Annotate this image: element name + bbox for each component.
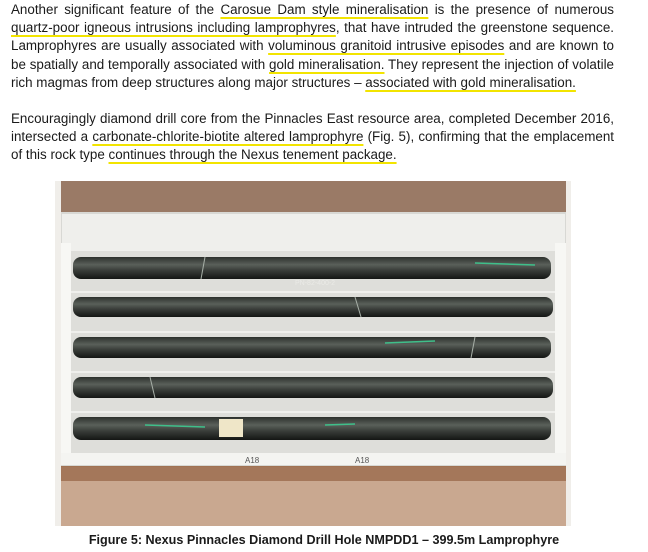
highlight-lamprophyre: carbonate-chlorite-biotite altered lamprophyre [92, 129, 364, 145]
text-span: and are known to be spatially and temporally associated with [11, 38, 614, 72]
text-span: is the presence of numerous [428, 2, 614, 17]
paragraph-1 [11, 1, 614, 92]
drill-core-photo [55, 181, 571, 526]
text-span: , that have intruded the greenstone sequence. Lamprophyres are usually associated with [11, 20, 614, 54]
tray-label-2: A18 [355, 456, 370, 465]
text-span: Encouragingly diamond drill core from the Pinnacles East resource area, completed December 2016, intersected a [11, 111, 614, 145]
paragraph-2 [11, 110, 614, 165]
highlight-granitoid: voluminous granitoid intrusive episodes [268, 38, 505, 54]
drill-core-illustration [55, 181, 571, 526]
text-span: They represent the injection of volatile rich magmas from deep structures along major structures – [11, 56, 614, 90]
core-marker-label: PN-82-400-2 [295, 280, 336, 287]
figure-caption: Figure 5: Nexus Pinnacles Diamond Drill Hole NMPDD1 – 399.5m Lamprophyre [88, 533, 560, 547]
highlight-carosue-dam: Carosue Dam style mineralisation [220, 2, 429, 17]
highlight-gold-2: associated with gold mineralisation. [365, 74, 576, 90]
highlight-gold-1: gold mineralisation. [269, 56, 385, 72]
text-span: Another significant feature of the [11, 2, 221, 17]
tray-label-1: A18 [245, 456, 260, 465]
highlight-intrusions: quartz-poor igneous intrusions including lamprophyres [11, 20, 336, 36]
highlight-tenement: continues through the Nexus tenement package. [108, 147, 397, 163]
text-span: (Fig. 5), confirming that the emplacement of this rock type [11, 129, 615, 163]
